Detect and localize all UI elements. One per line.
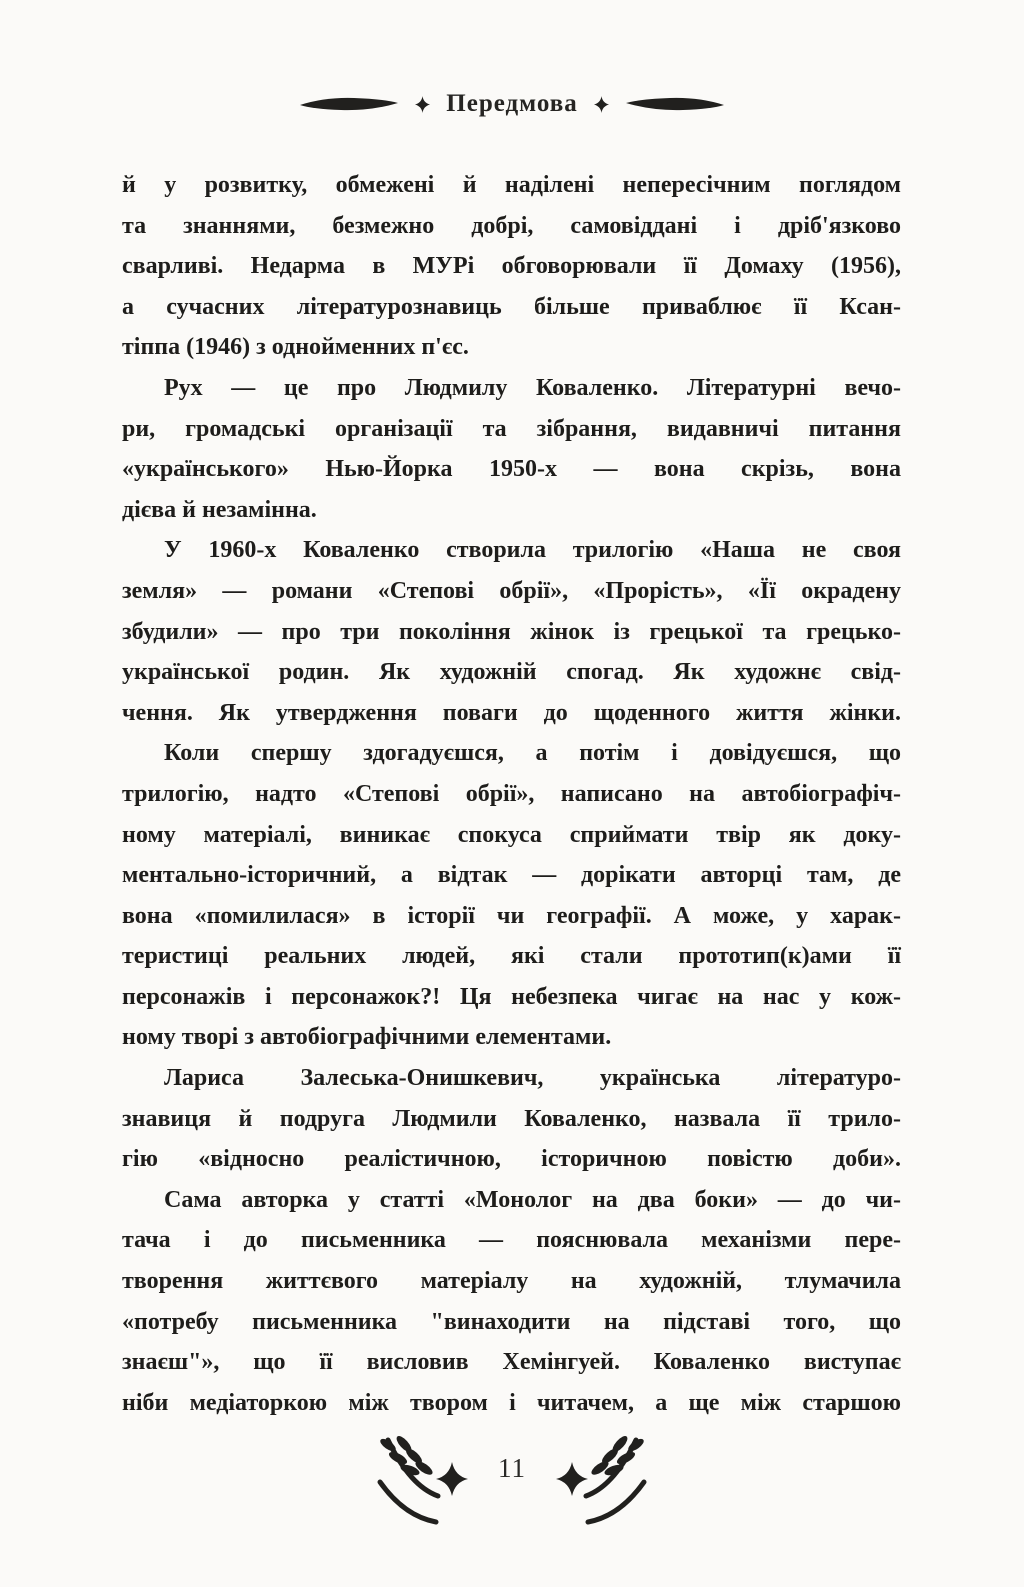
page-header xyxy=(0,90,1024,118)
text-line: Сама авторка у статті «Монолог на два боки» — до чи- xyxy=(164,1186,901,1213)
paragraph xyxy=(122,1180,901,1424)
text-line: дієва й незамінна. xyxy=(122,496,317,523)
paragraph xyxy=(122,530,901,733)
text-line: сварливі. Недарма в МУРі обговорювали її Домаху (1956), xyxy=(122,253,901,280)
paragraph xyxy=(122,165,901,368)
text-line: У 1960-х Коваленко створила трилогію «Наша не своя xyxy=(164,537,901,564)
paragraph xyxy=(122,368,901,530)
text-line: ри, громадські організації та зібрання, видавничі питання xyxy=(122,415,901,442)
leaf-ornament-left xyxy=(299,95,399,113)
diamond-icon xyxy=(415,96,430,113)
diamond-icon xyxy=(594,96,609,113)
text-line: та знаннями, безмежно добрі, самовіддані і дріб'язково xyxy=(122,212,901,239)
text-line: ментально-історичний, а відтак — дорікати авторці там, де xyxy=(122,862,901,889)
text-line: тача і до письменника — пояснювала механізми пере- xyxy=(122,1227,901,1254)
wheat-ornament-left xyxy=(372,1418,468,1530)
text-line: Лариса Залеська-Онишкевич, українська літературо- xyxy=(164,1065,901,1092)
text-line: «потребу письменника "винаходити на підставі того, що xyxy=(122,1308,901,1335)
text-line: ному творі з автобіографічними елементами. xyxy=(122,1024,612,1051)
text-line: теристиці реальних людей, які стали прототип(к)ами її xyxy=(122,943,901,970)
paragraph xyxy=(122,1058,901,1180)
leaf-ornament-right xyxy=(625,95,725,113)
text-line: творення життєвого матеріалу на художній, тлумачила xyxy=(122,1268,901,1295)
text-line: Рух — це про Людмилу Коваленко. Літературні вечо- xyxy=(164,374,901,401)
text-line: гію «відносно реалістичною, історичною повістю доби». xyxy=(122,1146,901,1173)
text-line: знаєш"», що її висловив Хемінгуей. Коваленко виступає xyxy=(122,1349,901,1376)
text-line: вона «помилилася» в історії чи географії. А може, у харак- xyxy=(122,902,901,929)
text-line: збудили» — про три покоління жінок із грецької та грецько- xyxy=(122,618,901,645)
page-number: 11 xyxy=(498,1452,526,1483)
text-line: а сучасних літературознавиць більше приваблює її Ксан- xyxy=(122,293,901,320)
text-line: української родин. Як художній спогад. Як художнє свід- xyxy=(122,659,901,686)
text-line: тіппа (1946) з однойменних п'єс. xyxy=(122,334,469,361)
paragraph xyxy=(122,733,901,1058)
text-line: чення. Як утвердження поваги до щоденного життя жінки. xyxy=(122,699,901,726)
page-title: Передмова xyxy=(446,90,578,117)
page-footer xyxy=(0,1418,1024,1530)
text-block xyxy=(122,165,901,1423)
text-line: трилогію, надто «Степові обрії», написано на автобіографіч- xyxy=(122,780,901,807)
text-line: знавиця й подруга Людмили Коваленко, назвала її трило- xyxy=(122,1105,901,1132)
wheat-ornament-right xyxy=(556,1418,652,1530)
text-line: Коли спершу здогадуєшся, а потім і довідуєшся, що xyxy=(164,740,901,767)
text-line: земля» — романи «Степові обрії», «Прорість», «Її окрадену xyxy=(122,577,901,604)
text-line: «українського» Нью-Йорка 1950-х — вона скрізь, вона xyxy=(122,456,901,483)
text-line: ніби медіаторкою між твором і читачем, а ще між старшою xyxy=(122,1389,901,1416)
text-line: й у розвитку, обмежені й наділені непересічним поглядом xyxy=(122,172,901,198)
text-line: ному матеріалі, виникає спокуса сприймати твір як доку- xyxy=(122,821,901,848)
text-line: персонажів і персонажок?! Ця небезпека чигає на нас у кож- xyxy=(122,983,901,1010)
